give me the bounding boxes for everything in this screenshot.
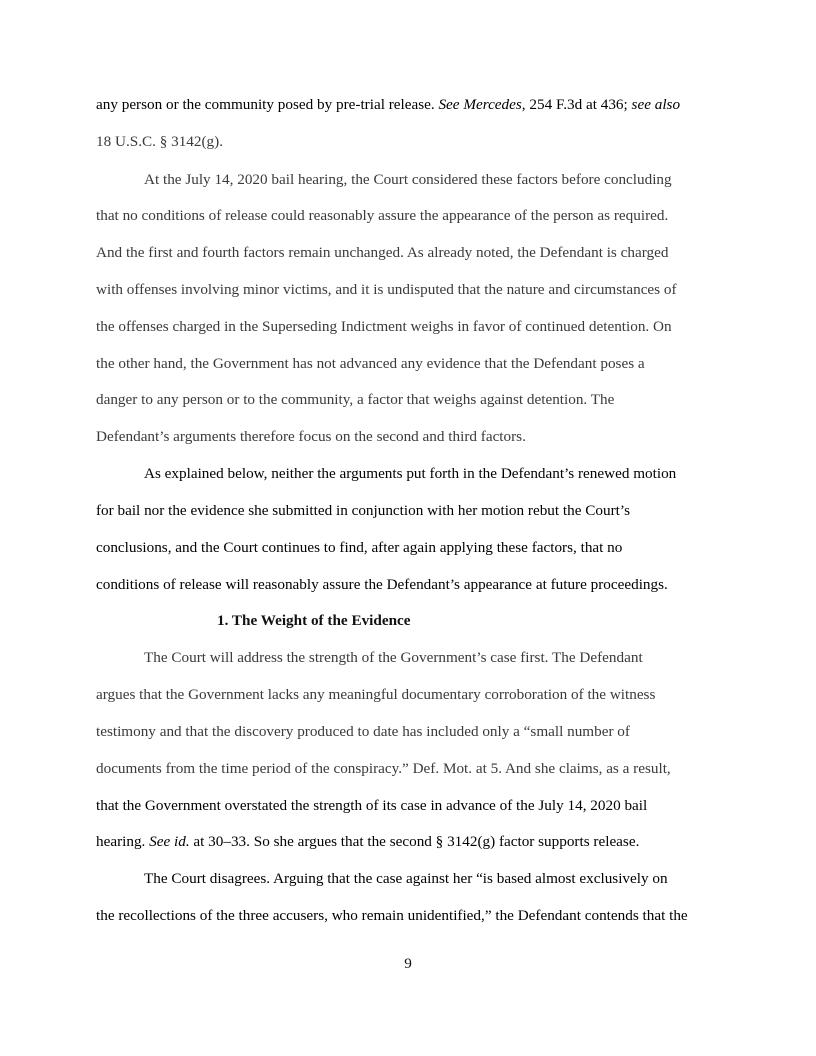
text-line: the offenses charged in the Superseding Indictment weighs in favor of continued detention. On xyxy=(96,318,672,335)
text-line: hearing. See id. at 30–33. So she argues that the second § 3142(g) factor supports release. xyxy=(96,833,640,850)
text-line: As explained below, neither the arguments put forth in the Defendant’s renewed motion xyxy=(144,465,677,482)
text-line: danger to any person or to the community, a factor that weighs against detention. The xyxy=(96,391,615,408)
text-line: with offenses involving minor victims, and it is undisputed that the nature and circumstances of xyxy=(96,281,677,298)
text-line: that the Government overstated the strength of its case in advance of the July 14, 2020 bail xyxy=(96,797,648,814)
text-line: any person or the community posed by pre-trial release. See Mercedes, 254 F.3d at 436; see also xyxy=(96,96,681,113)
text-line: Defendant’s arguments therefore focus on the second and third factors. xyxy=(96,428,526,445)
text-line: The Court will address the strength of the Government’s case first. The Defendant xyxy=(144,649,643,666)
text-line: 18 U.S.C. § 3142(g). xyxy=(96,133,223,150)
text-line: At the July 14, 2020 bail hearing, the Court considered these factors before concluding xyxy=(144,171,672,188)
section-heading: 1. The Weight of the Evidence xyxy=(217,612,411,629)
text-line: conditions of release will reasonably assure the Defendant’s appearance at future proceedings. xyxy=(96,576,668,593)
text-line: for bail nor the evidence she submitted in conjunction with her motion rebut the Court’s xyxy=(96,502,630,519)
text-line: testimony and that the discovery produced to date has included only a “small number of xyxy=(96,723,630,740)
text-line: argues that the Government lacks any meaningful documentary corroboration of the witness xyxy=(96,686,656,703)
text-line: that no conditions of release could reasonably assure the appearance of the person as required. xyxy=(96,207,669,224)
text-line: the other hand, the Government has not advanced any evidence that the Defendant poses a xyxy=(96,355,645,372)
text-line: The Court disagrees. Arguing that the case against her “is based almost exclusively on xyxy=(144,870,668,887)
text-line: the recollections of the three accusers, who remain unidentified,” the Defendant contends that the xyxy=(96,907,688,924)
text-line: documents from the time period of the conspiracy.” Def. Mot. at 5. And she claims, as a result, xyxy=(96,760,671,777)
text-line: And the first and fourth factors remain unchanged. As already noted, the Defendant is charged xyxy=(96,244,669,261)
page-number: 9 xyxy=(404,955,412,972)
text-line: conclusions, and the Court continues to find, after again applying these factors, that no xyxy=(96,539,623,556)
